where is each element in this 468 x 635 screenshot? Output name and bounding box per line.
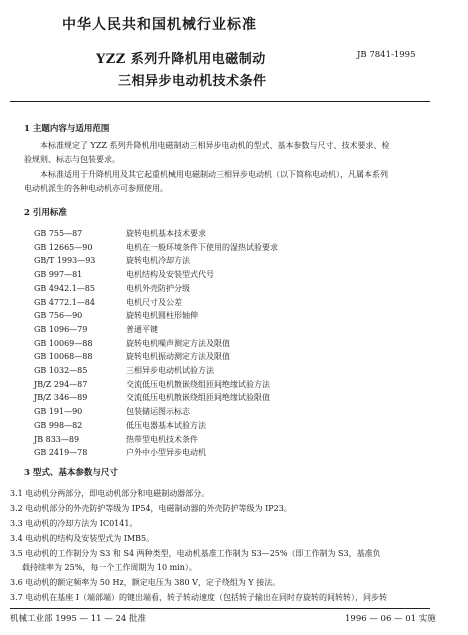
standard-list-item: [34, 310, 198, 322]
section-1-para2-line1: 本标准适用于升降机用及其它起重机械用电磁制动三相异步电动机（以下简称电动机），凡属本系列: [40, 170, 388, 179]
section-1-heading: 1 主题内容与适用范围: [24, 124, 110, 134]
section-1-para1-line2: 验规则、标志与包装要求。: [24, 155, 120, 164]
section-3-line: 3.1 电动机分两部分，即电动机部分和电磁制动器部分。: [10, 489, 210, 498]
standard-name: 旋转电机圆柱形轴伸: [126, 311, 198, 321]
standard-code: GB 10068—88: [34, 352, 93, 362]
standard-code: GB 10069—88: [34, 338, 93, 348]
standard-code: JB 833—89: [34, 434, 80, 444]
standard-name: 旋转电机基本技术要求: [126, 229, 206, 238]
standard-list-item: [34, 365, 214, 377]
document-title-line2: 三相异步电动机技术条件: [118, 74, 267, 89]
section-3-line: 载持续率为 25%，每一个工作周期为 10 min）。: [22, 563, 197, 572]
section-3-line: 3.6 电动机的额定频率为 50 Hz，额定电压为 380 V，定子绕组为 Y 接法。: [10, 578, 281, 587]
standard-code: GB 4942.1—85: [34, 283, 95, 293]
approval-note: 机械工业部 1995 — 11 — 24 批准: [10, 614, 146, 624]
standard-name: 电机外壳防护分级: [126, 283, 190, 293]
standard-org-heading: 中华人民共和国机械行业标准: [62, 17, 257, 33]
document-title-line1: YZZ 系列升降机用电磁制动: [96, 52, 266, 67]
standard-name: 交流低压电机散嵌绕组匝间绝缘试验方法: [126, 379, 270, 389]
header-divider: [10, 101, 430, 102]
section-3-line: 3.2 电动机部分的外壳防护等级为 IP54，电磁制动器的外壳防护等级为 IP23。: [10, 504, 292, 513]
implementation-date: 1996 — 06 — 01 实施: [345, 614, 436, 624]
standard-name: 电机尺寸及公差: [126, 297, 182, 307]
standard-name: 普通平键: [126, 324, 158, 334]
section-3-line: 3.5 电动机的工作制分为 S3 和 S4 两种类型，电动机基准工作制为 S3—25%（即工作制为 S3，基准负: [10, 549, 381, 558]
standard-code: GB 756—90: [34, 311, 83, 321]
standard-code: GB 12665—90: [34, 242, 93, 252]
standard-code: GB 1032—85: [34, 366, 88, 375]
standard-code: GB 998—82: [34, 420, 83, 430]
standard-name: 热带型电机技术条件: [126, 434, 198, 444]
standard-list-item: [34, 351, 230, 363]
standard-name: 三相异步电动机试验方法: [126, 366, 214, 375]
standard-list-item: [34, 338, 230, 350]
standard-name: 户外中小型异步电动机: [126, 448, 206, 458]
standard-name: 旋转电机冷却方法: [126, 256, 190, 266]
standard-list-item: [34, 269, 214, 281]
standard-code: JB/Z 346—89: [34, 393, 88, 403]
standard-list-item: [34, 283, 190, 295]
standard-list-item: [34, 434, 198, 446]
section-2-heading: 2 引用标准: [24, 208, 67, 218]
standard-code: GB 2419—78: [34, 448, 88, 458]
standard-code: GB 191—90: [34, 407, 83, 417]
standard-list-item: [34, 297, 182, 309]
standard-name: 包装储运图示标志: [126, 407, 190, 417]
standard-name: 电机结构及安装型式代号: [126, 270, 214, 280]
section-3-heading: 3 型式、基本参数与尺寸: [24, 468, 118, 478]
standard-list-item: [34, 255, 190, 267]
section-1-para2-line2: 电动机派生的各种电动机亦可参照使用。: [24, 184, 168, 193]
standard-code: GB/T 1993—93: [34, 256, 96, 266]
standard-name: 旋转电机振动测定方法及限值: [126, 352, 230, 362]
standard-name: 电机在一般环境条件下使用的湿热试验要求: [126, 242, 278, 252]
standard-code: GB 1096—79: [34, 324, 88, 334]
standard-list-item: [34, 406, 190, 418]
standard-code: GB 755—87: [34, 229, 83, 238]
footer-divider: [10, 608, 430, 609]
standard-code: JB/Z 294—87: [34, 379, 88, 389]
section-3-line: 3.3 电动机的冷却方法为 IC0141。: [10, 519, 138, 528]
standard-list-item: [34, 392, 270, 404]
standard-list-item: [34, 447, 206, 459]
standard-list-item: [34, 242, 278, 254]
standard-name: 交流低压电机散嵌绕组匝间绝缘试验限值: [126, 393, 270, 403]
standard-list-item: [34, 228, 206, 240]
standard-name: 低压电器基本试验方法: [126, 420, 206, 430]
standard-list-item: [34, 420, 206, 432]
standard-list-item: [34, 379, 270, 391]
section-3-line: 3.7 电动机在基座 I（端部端）的键出端看，转子转动速度（包括转子输出在同时存旋转的间转转），同步转: [10, 593, 387, 602]
standard-name: 旋转电机噪声测定方法及限值: [126, 338, 230, 348]
standard-number: JB 7841-1995: [357, 50, 416, 60]
section-1-para1-line1: 本标准规定了 YZZ 系列升降机用电磁制动三相异步电动机的型式、基本参数与尺寸、技术要求、检: [40, 141, 390, 150]
standard-code: GB 4772.1—84: [34, 297, 95, 307]
section-3-line: 3.4 电动机的结构及安装型式为 IMB5。: [10, 534, 155, 543]
standard-code: GB 997—81: [34, 270, 83, 280]
standard-list-item: [34, 324, 158, 336]
